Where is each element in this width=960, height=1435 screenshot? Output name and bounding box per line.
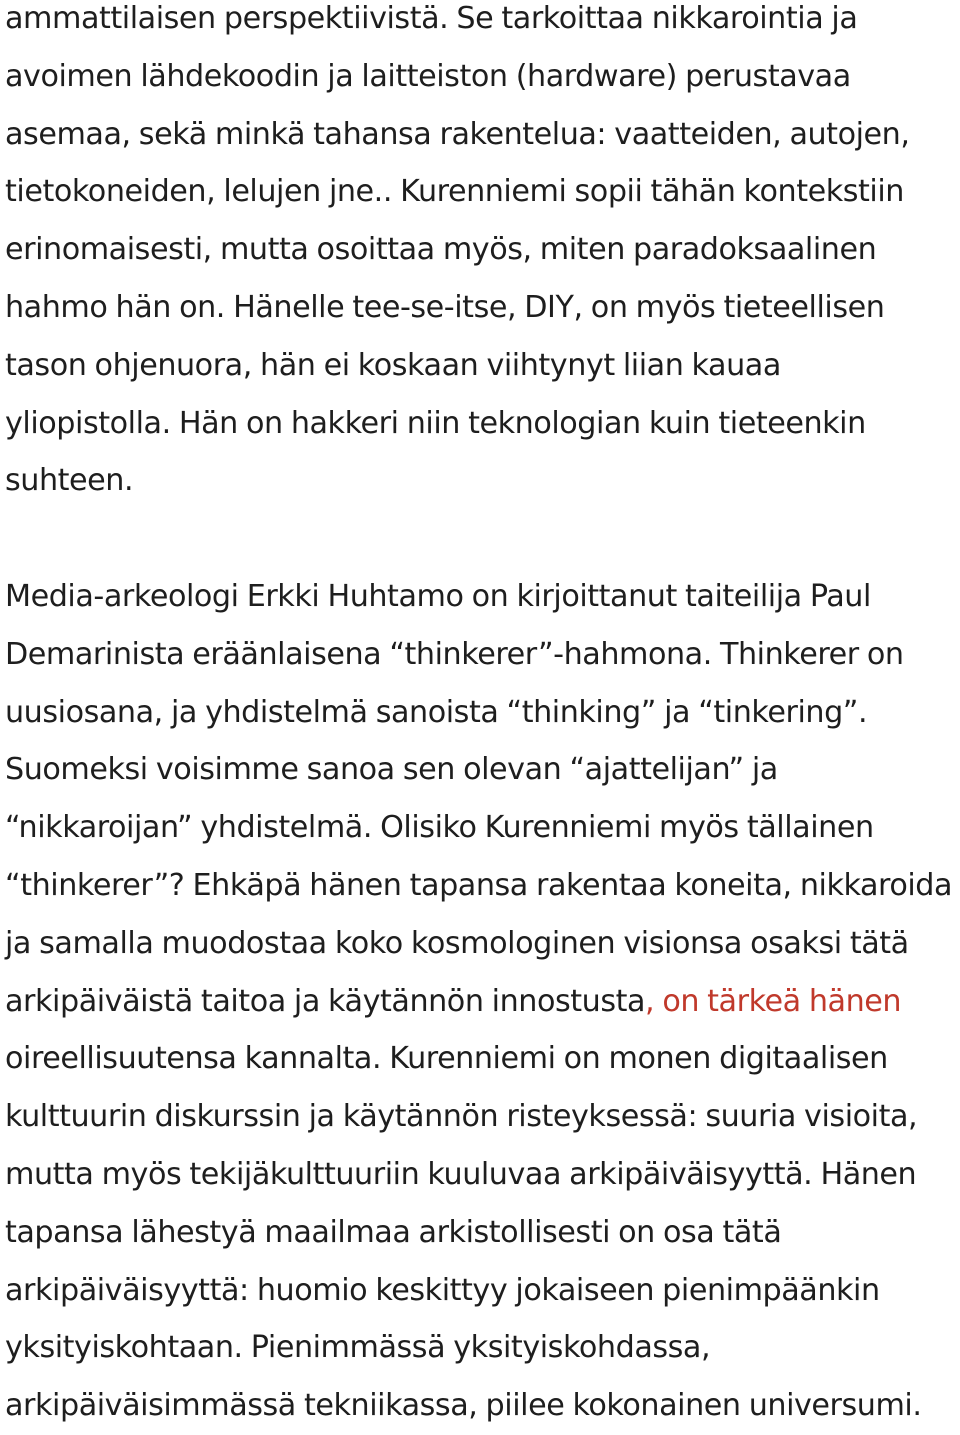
text-line: arkipäiväisimmässä tekniikassa, piilee kokonainen universumi.	[5, 1388, 922, 1424]
text-line: Suomeksi voisimme sanoa sen olevan “ajattelijan” ja	[5, 752, 778, 788]
document-page	[5, 0, 960, 1435]
text-line: kulttuurin diskurssin ja käytännön risteyksessä: suuria visioita,	[5, 1099, 918, 1135]
paragraph-1	[5, 0, 960, 510]
text-line: Demarinista eräänlaisena “thinkerer”-hahmona. Thinkerer on	[5, 636, 904, 672]
text-line: ja samalla muodostaa koko kosmologinen visionsa osaksi tätä	[5, 925, 909, 961]
text-line: asemaa, sekä minkä tahansa rakentelua: vaatteiden, autojen,	[5, 116, 910, 152]
text-line: hahmo hän on. Hänelle tee-se-itse, DIY, on myös tieteellisen	[5, 289, 885, 325]
text-line: mutta myös tekijäkulttuuriin kuuluvaa arkipäiväisyyttä. Hänen	[5, 1156, 917, 1192]
paragraph-2	[5, 568, 960, 1435]
text-segment: arkipäiväistä taitoa ja käytännön innostusta	[5, 983, 646, 1019]
text-line: tietokoneiden, lelujen jne.. Kurenniemi sopii tähän kontekstiin	[5, 174, 904, 210]
text-line: ammattilaisen perspektiivistä. Se tarkoittaa nikkarointia ja	[5, 1, 858, 36]
text-line: tason ohjenuora, hän ei koskaan viihtynyt liian kauaa	[5, 347, 781, 383]
text-line: tapansa lähestyä maailmaa arkistollisesti on osa tätä	[5, 1214, 782, 1250]
text-line: yksityiskohtaan. Pienimmässä yksityiskohdassa,	[5, 1330, 711, 1366]
text-line: oireellisuutensa kannalta. Kurenniemi on monen digitaalisen	[5, 1041, 888, 1077]
text-line: “nikkaroijan” yhdistelmä. Olisiko Kurenniemi myös tällainen	[5, 810, 874, 846]
red-comma-segment: , on tärkeä hänen	[645, 983, 902, 1019]
text-line: “thinkerer”? Ehkäpä hänen tapansa rakentaa koneita, nikkaroida	[5, 867, 953, 903]
text-line: suhteen.	[5, 463, 134, 499]
text-line: erinomaisesti, mutta osoittaa myös, miten paradoksaalinen	[5, 232, 877, 268]
text-line-with-red-comma	[5, 973, 960, 1031]
text-line: uusiosana, ja yhdistelmä sanoista “thinking” ja “tinkering”.	[5, 694, 868, 730]
text-line: arkipäiväisyyttä: huomio keskittyy jokaiseen pienimpäänkin	[5, 1272, 880, 1308]
text-line: Media-arkeologi Erkki Huhtamo on kirjoittanut taiteilija Paul	[5, 578, 871, 614]
text-line: yliopistolla. Hän on hakkeri niin teknologian kuin tieteenkin	[5, 405, 866, 441]
text-line: avoimen lähdekoodin ja laitteiston (hardware) perustavaa	[5, 58, 851, 94]
